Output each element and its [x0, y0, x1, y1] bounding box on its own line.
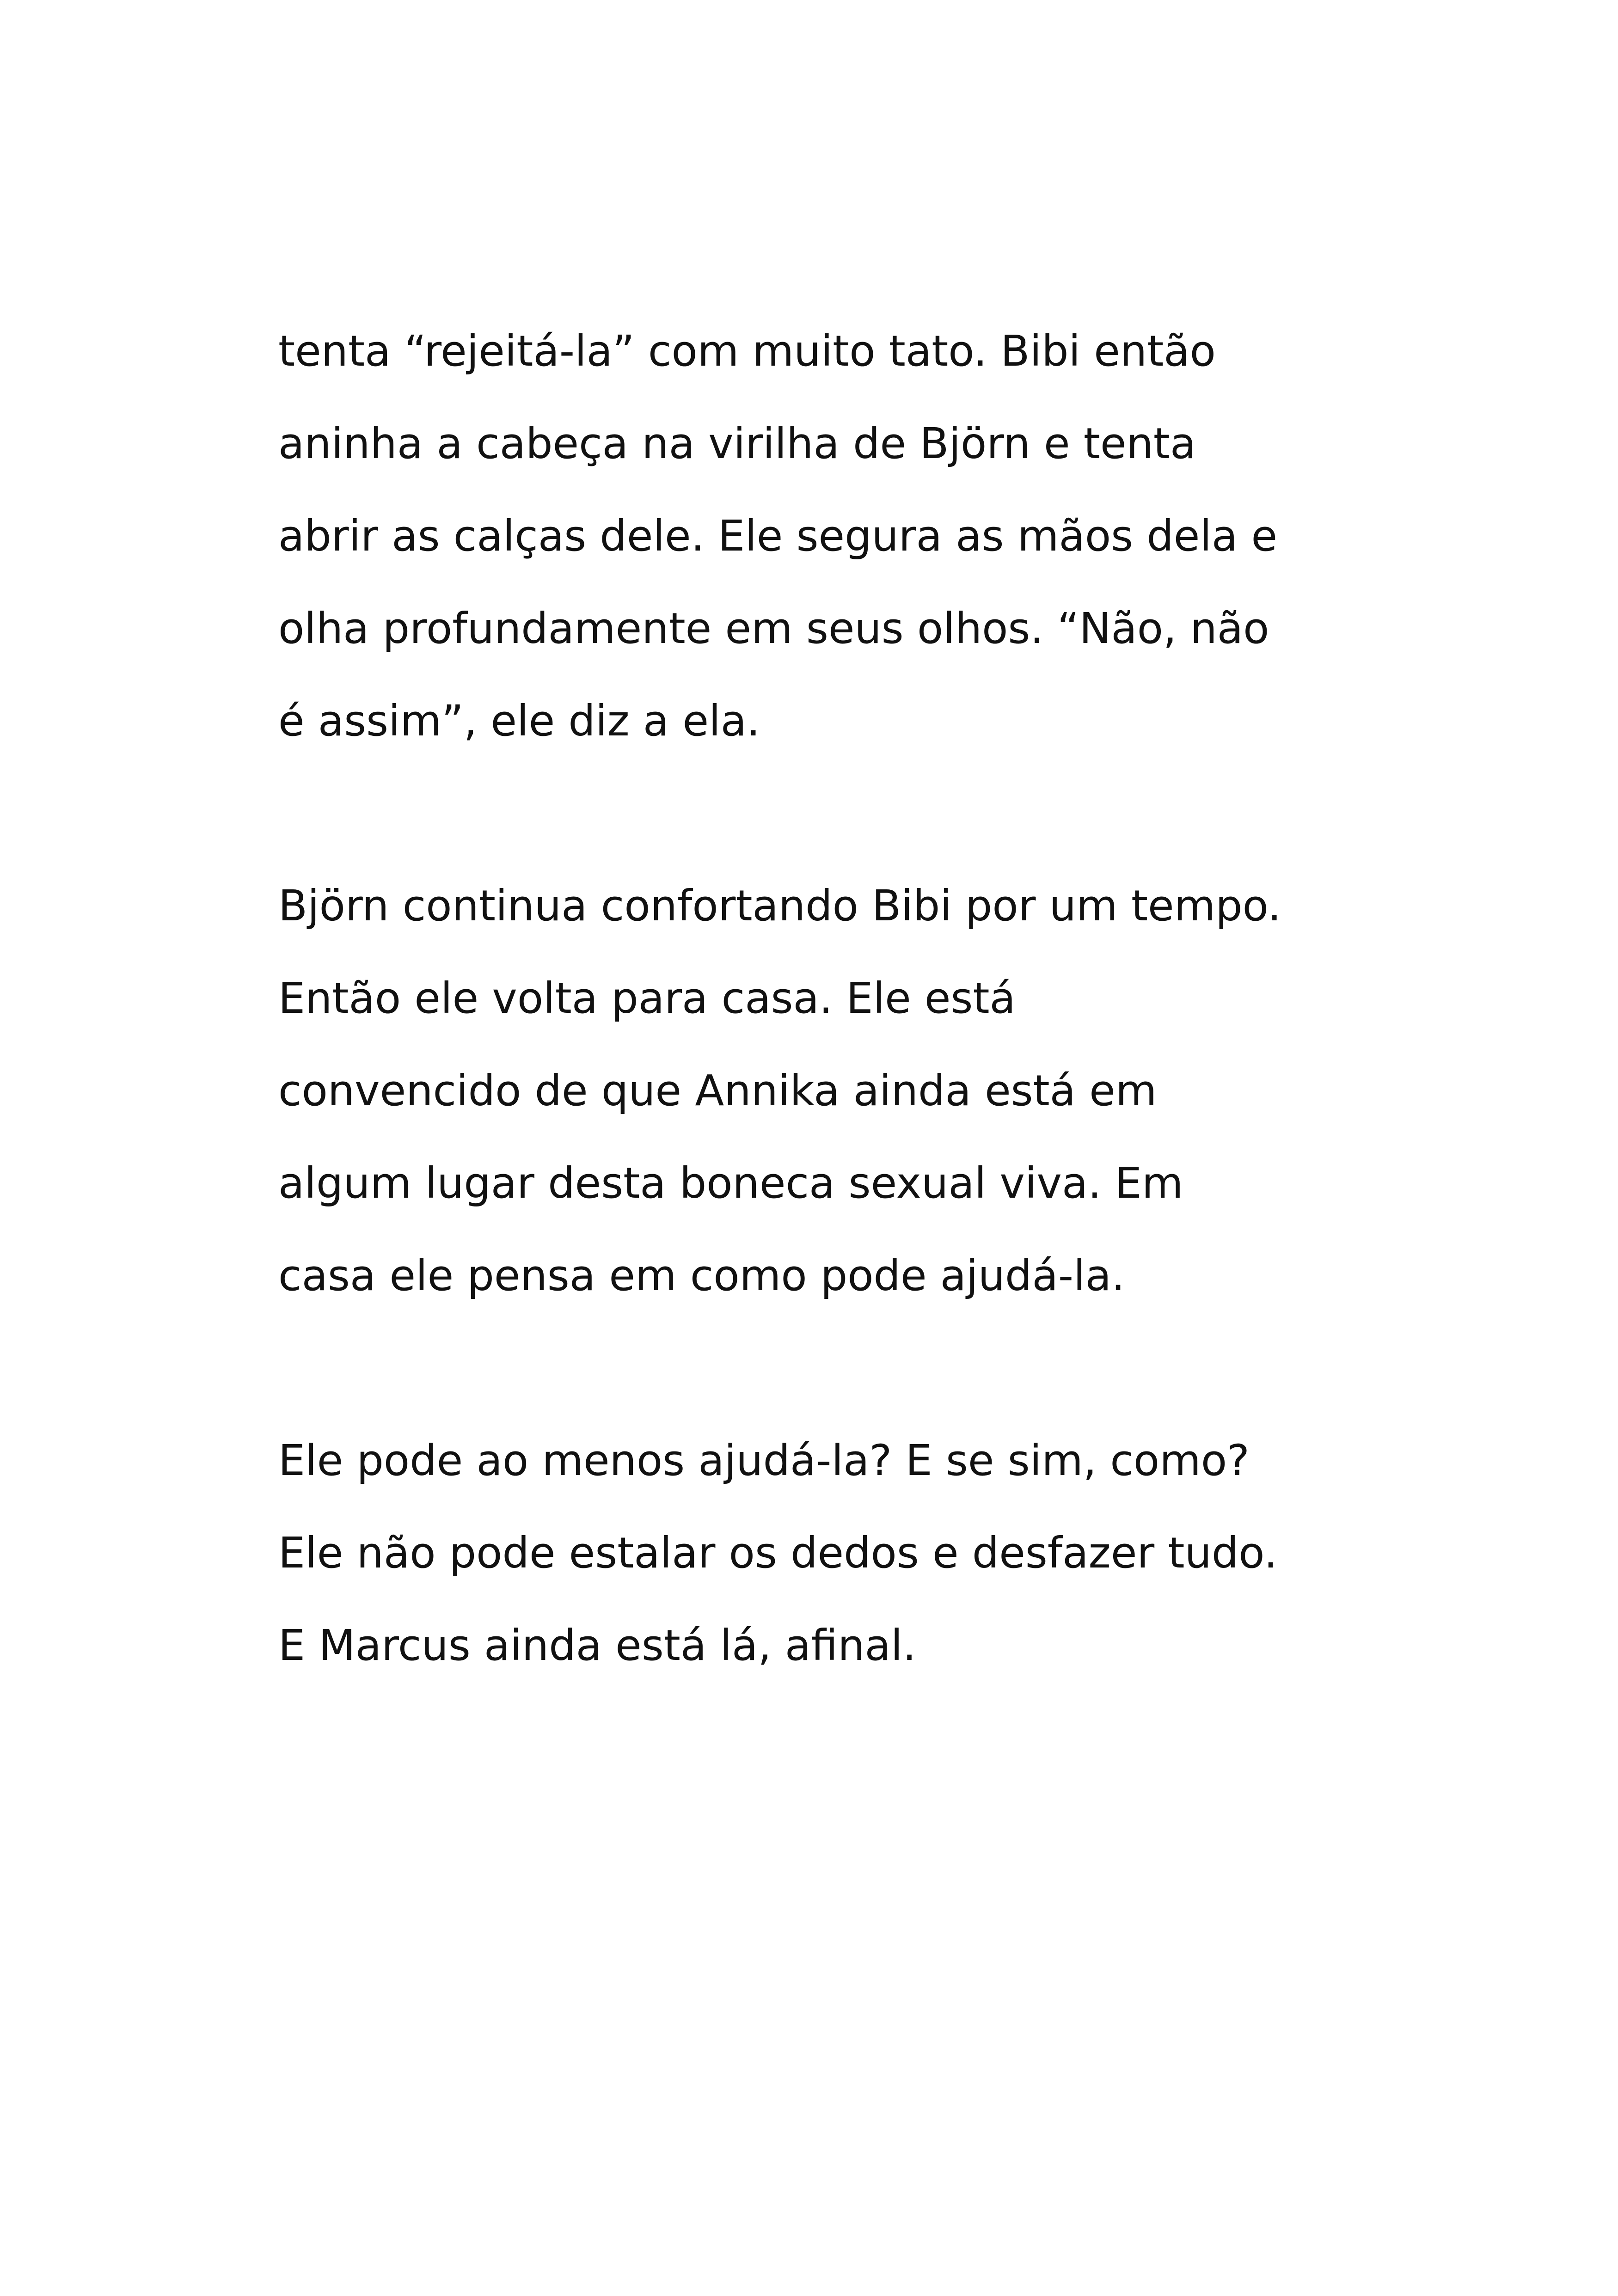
- text-line: Ele não pode estalar os dedos e desfazer tudo.: [278, 1528, 1278, 1578]
- text-line: algum lugar desta boneca sexual viva. Em: [278, 1158, 1183, 1208]
- text-line: Ele pode ao menos ajudá-la? E se sim, como?: [278, 1436, 1250, 1485]
- text-line: abrir as calças dele. Ele segura as mãos dela e: [278, 511, 1278, 561]
- text-line: convencido de que Annika ainda está em: [278, 1066, 1157, 1115]
- paragraph-gap: [278, 1322, 1388, 1414]
- text-line: é assim”, ele diz a ela.: [278, 696, 760, 746]
- text-line: Então ele volta para casa. Ele está: [278, 974, 1016, 1023]
- paragraph-gap: [278, 767, 1388, 860]
- text-line: olha profundamente em seus olhos. “Não, não: [278, 604, 1269, 653]
- text-line: aninha a cabeça na virilha de Björn e tenta: [278, 419, 1196, 468]
- text-line: E Marcus ainda está lá, afinal.: [278, 1621, 916, 1670]
- text-line: Björn continua confortando Bibi por um tempo.: [278, 881, 1281, 931]
- text-line: casa ele pensa em como pode ajudá-la.: [278, 1251, 1125, 1300]
- body-text: [278, 305, 1388, 1692]
- text-line: tenta “rejeitá-la” com muito tato. Bibi então: [278, 326, 1216, 376]
